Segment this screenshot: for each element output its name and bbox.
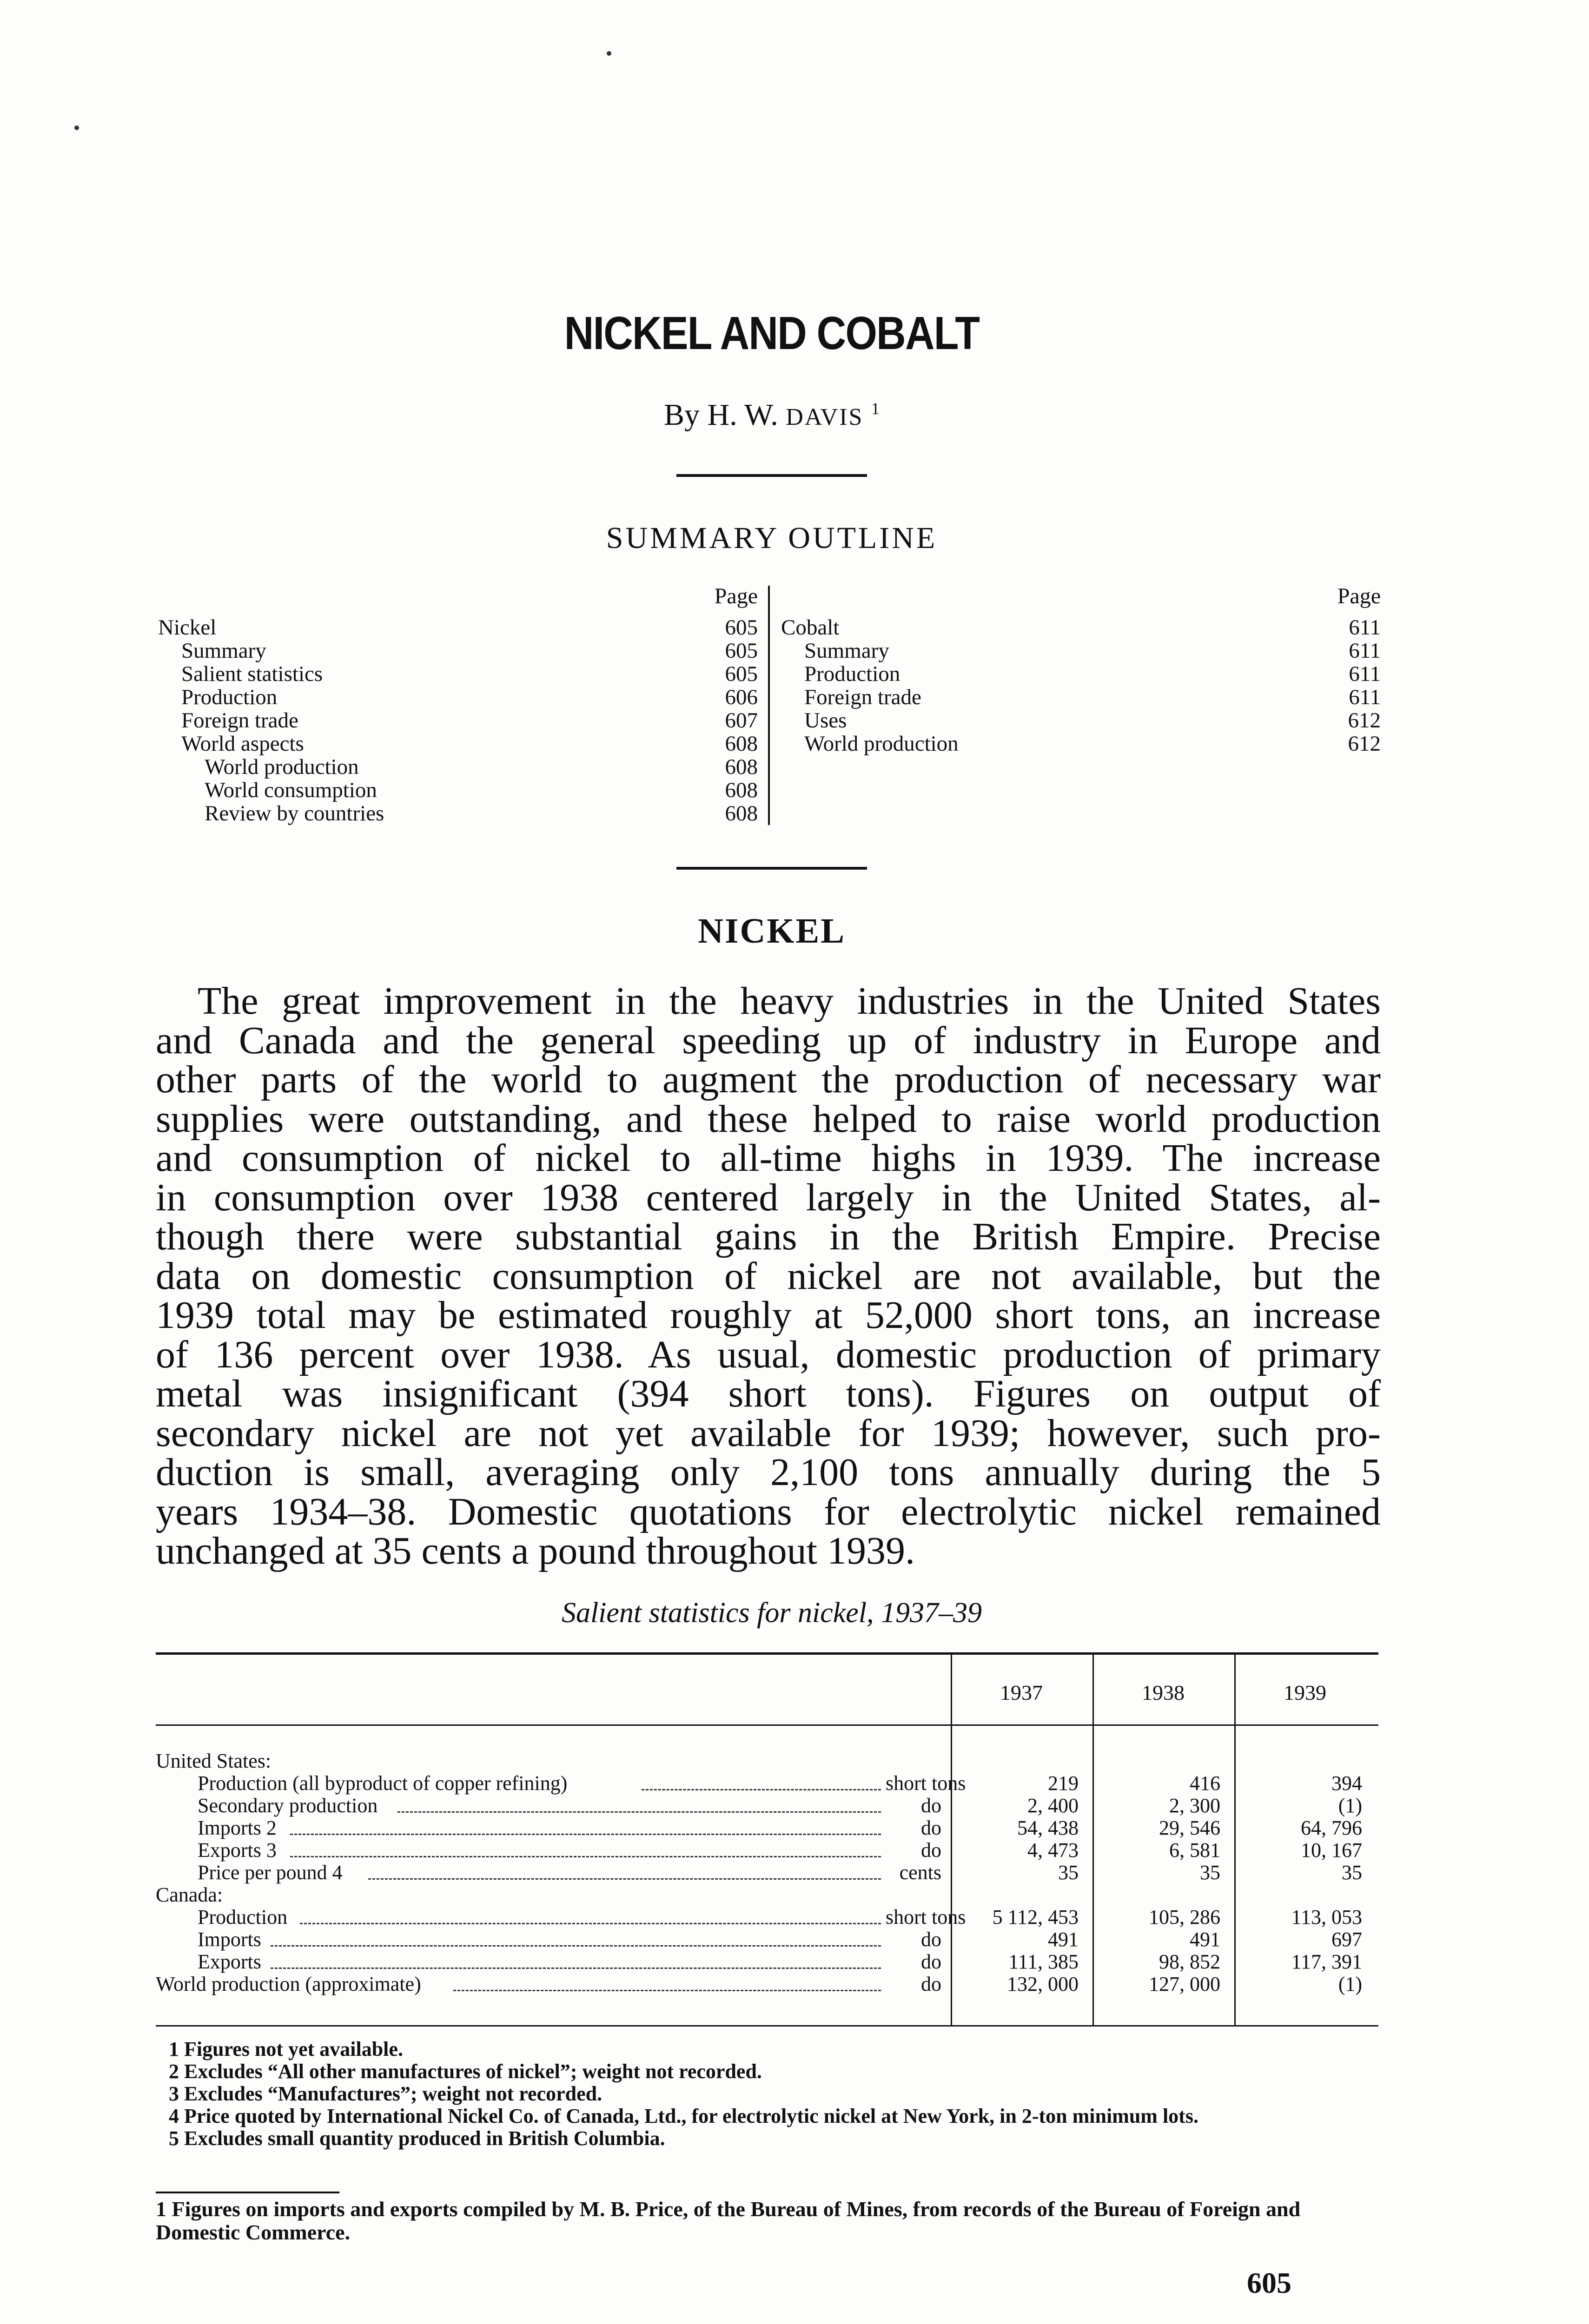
outline-entry (158, 709, 758, 732)
nickel-paragraph (156, 979, 1381, 1572)
dot-leader (271, 1945, 881, 1969)
cell-value-1939: 697 (1331, 1928, 1362, 1951)
outline-entry-label: Production (804, 662, 900, 686)
cell-value-1938: 2, 300 (1169, 1794, 1220, 1817)
dot-leader (290, 1811, 881, 1835)
outline-entry-label: World consumption (205, 778, 377, 802)
row-label: United States: (156, 1750, 271, 1772)
outline-entry (158, 755, 758, 779)
outline-entry-label: World production (205, 755, 359, 779)
outline-entry-page: 608 (725, 732, 758, 756)
paragraph-line: other parts of the world to augment the production of necessary war (156, 1058, 1381, 1101)
row-unit: do (921, 1928, 941, 1951)
paragraph-line: The great improvement in the heavy industries in the United States (198, 979, 1381, 1023)
row-unit: short tons (886, 1772, 966, 1795)
outline-column-divider (768, 586, 770, 825)
outline-page-header: Page (1337, 584, 1381, 608)
outline-entry (158, 686, 758, 709)
paragraph-line: duction is small, averaging only 2,100 tons annually during the 5 (156, 1451, 1381, 1494)
byline-author: DAVIS (786, 404, 864, 430)
outline-entry-label: Summary (804, 639, 889, 663)
cell-value-1939: 394 (1331, 1772, 1362, 1795)
outline-entry-page: 605 (725, 639, 758, 663)
outline-entry (781, 616, 1381, 639)
year-header-1939: 1939 (1284, 1681, 1326, 1704)
table-footnotes (156, 2038, 1378, 2150)
cell-value-1939: (1) (1338, 1794, 1362, 1817)
row-unit: cents (899, 1861, 941, 1884)
row-label: Production (198, 1906, 288, 1928)
paragraph-line: metal was insignificant (394 short tons). Figures on output of (156, 1372, 1381, 1415)
dot-leader (397, 1789, 881, 1813)
row-unit: do (921, 1794, 941, 1817)
table-footnote: 2 Excludes “All other manufactures of nickel”; weight not recorded. (169, 2060, 762, 2083)
outline-entry (158, 639, 758, 662)
cell-value-1937: 5 112, 453 (992, 1906, 1079, 1928)
cell-value-1939: 64, 796 (1301, 1816, 1362, 1839)
table-row (156, 1973, 1378, 1995)
salient-statistics-table (156, 1652, 1378, 2027)
paragraph-line: data on domestic consumption of nickel are not available, but the (156, 1254, 1381, 1298)
row-unit: short tons (886, 1906, 966, 1928)
title-rule (676, 474, 867, 477)
table-footnote: 5 Excludes small quantity produced in British Columbia. (169, 2127, 665, 2150)
row-unit: do (921, 1816, 941, 1839)
outline-entry-page: 611 (1349, 685, 1381, 709)
page-title: NICKEL AND COBALT (564, 307, 980, 359)
outline-cobalt-column (781, 583, 1381, 756)
dot-leader (453, 1967, 881, 1991)
cell-value-1938: 98, 852 (1159, 1950, 1220, 1973)
outline-entry-label: Production (181, 685, 278, 709)
dot-leader (368, 1856, 881, 1880)
row-unit: do (921, 1839, 941, 1862)
paragraph-line: years 1934–38. Domestic quotations for electrolytic nickel remained (156, 1490, 1381, 1533)
cell-value-1939: 35 (1342, 1861, 1362, 1884)
cell-value-1939: (1) (1338, 1973, 1362, 1995)
outline-entry-page: 611 (1349, 639, 1381, 663)
outline-entry (781, 709, 1381, 732)
table-caption: Salient statistics for nickel, 1937–39 (561, 1597, 982, 1629)
outline-entry-label: Uses (804, 708, 847, 733)
outline-entry (158, 732, 758, 755)
outline-page-header: Page (714, 584, 758, 608)
table-footnote: 4 Price quoted by International Nickel Co. of Canada, Ltd., for electrolytic nickel at New York, in 2-ton minimum lots. (169, 2105, 1198, 2127)
paragraph-line: of 136 percent over 1938. As usual, domestic production of primary (156, 1333, 1381, 1376)
row-label: Imports 2 (198, 1816, 277, 1839)
outline-entry-page: 612 (1348, 732, 1381, 756)
dot-leader (642, 1767, 881, 1790)
cell-value-1938: 35 (1200, 1861, 1220, 1884)
outline-entry-page: 605 (725, 662, 758, 686)
row-unit: do (921, 1973, 941, 1995)
cell-value-1937: 35 (1058, 1861, 1079, 1884)
cell-value-1937: 54, 438 (1017, 1816, 1079, 1839)
dot-leader (290, 1834, 881, 1857)
outline-entry (158, 616, 758, 639)
cell-value-1938: 491 (1190, 1928, 1220, 1951)
outline-entry (158, 662, 758, 686)
year-header-1938: 1938 (1142, 1681, 1185, 1704)
cell-value-1939: 113, 053 (1291, 1906, 1362, 1928)
row-label: Imports (198, 1928, 261, 1951)
byline-footnote-mark: 1 (871, 399, 880, 418)
outline-entry-label: Foreign trade (804, 685, 921, 709)
table-row (156, 1862, 1378, 1884)
outline-entry-label: Cobalt (781, 615, 840, 640)
row-label: Exports 3 (198, 1839, 277, 1862)
paragraph-line: secondary nickel are not yet available for 1939; however, such pro- (156, 1411, 1381, 1455)
cell-value-1937: 491 (1048, 1928, 1079, 1951)
paragraph-line: in consumption over 1938 centered largely in the United States, al- (156, 1175, 1381, 1219)
outline-entry (781, 662, 1381, 686)
table-header-rule (156, 1724, 1378, 1726)
page-footnote-text: 1 Figures on imports and exports compiled by M. B. Price, of the Bureau of Mines, from records of the Bureau of Foreign and Domestic Commerce. (156, 2197, 1301, 2244)
paragraph-line: unchanged at 35 cents a pound throughout 1939. (156, 1529, 915, 1572)
cell-value-1937: 111, 385 (1008, 1950, 1079, 1973)
outline-entry-label: World aspects (181, 732, 304, 756)
byline-prefix: By H. W. (664, 398, 778, 432)
dot-leader (271, 1923, 881, 1947)
cell-value-1937: 219 (1048, 1772, 1079, 1795)
cell-value-1937: 2, 400 (1027, 1794, 1079, 1817)
outline-entry (781, 686, 1381, 709)
outline-entry-page: 611 (1349, 662, 1381, 686)
paragraph-line: and consumption of nickel to all-time highs in 1939. The increase (156, 1136, 1381, 1180)
paragraph-line: 1939 total may be estimated roughly at 52,000 short tons, an increase (156, 1294, 1381, 1337)
page-number: 605 (1247, 2266, 1291, 2299)
cell-value-1938: 6, 581 (1169, 1839, 1220, 1862)
outline-entry-page: 607 (725, 708, 758, 733)
table-footnote: 3 Excludes “Manufactures”; weight not recorded. (169, 2082, 602, 2105)
outline-entry-label: Foreign trade (181, 708, 298, 733)
row-label: Exports (198, 1950, 261, 1973)
cell-value-1937: 4, 473 (1027, 1839, 1079, 1862)
cell-value-1938: 416 (1190, 1772, 1220, 1795)
outline-entry (781, 732, 1381, 755)
summary-outline-heading: SUMMARY OUTLINE (606, 521, 938, 555)
outline-entry (781, 639, 1381, 662)
cell-value-1939: 10, 167 (1301, 1839, 1362, 1862)
outline-nickel-column (158, 583, 758, 825)
outline-entry-page: 608 (725, 801, 758, 825)
outline-entry-label: Salient statistics (181, 662, 323, 686)
dot-leader (300, 1901, 881, 1924)
outline-entry (158, 802, 758, 825)
outline-entry-label: World production (804, 732, 959, 756)
cell-value-1938: 29, 546 (1159, 1816, 1220, 1839)
year-header-1937: 1937 (1000, 1681, 1043, 1704)
outline-entry-page: 612 (1348, 708, 1381, 733)
table-bottom-rule (156, 2025, 1378, 2027)
cell-value-1937: 132, 000 (1007, 1973, 1079, 1995)
cell-value-1939: 117, 391 (1291, 1950, 1362, 1973)
row-label: Production (all byproduct of copper refining) (198, 1772, 568, 1795)
outline-entry-label: Review by countries (205, 801, 384, 825)
outline-entry-page: 605 (725, 615, 758, 640)
section-rule (676, 867, 867, 870)
row-label: Canada: (156, 1883, 223, 1906)
paragraph-line: and Canada and the general speeding up of industry in Europe and (156, 1018, 1381, 1062)
outline-entry-label: Summary (181, 639, 266, 663)
byline (0, 397, 1543, 433)
page-footnote (156, 2198, 1378, 2244)
row-label: Secondary production (198, 1794, 378, 1817)
cell-value-1938: 105, 286 (1149, 1906, 1220, 1928)
row-label: Price per pound 4 (198, 1861, 343, 1884)
paragraph-line: though there were substantial gains in the British Empire. Precise (156, 1215, 1381, 1258)
outline-entry-page: 608 (725, 778, 758, 802)
outline-entry-page: 611 (1349, 615, 1381, 640)
table-footnote: 1 Figures not yet available. (169, 2038, 403, 2060)
row-label: World production (approximate) (156, 1973, 421, 1995)
scan-speck (74, 125, 79, 130)
outline-entry-page: 608 (725, 755, 758, 779)
outline-entry (158, 779, 758, 802)
cell-value-1938: 127, 000 (1149, 1973, 1220, 1995)
scan-speck (607, 51, 611, 56)
outline-entry-page: 606 (725, 685, 758, 709)
row-unit: do (921, 1950, 941, 1973)
outline-entry-label: Nickel (158, 615, 217, 640)
paragraph-line: supplies were outstanding, and these helped to raise world production (156, 1097, 1381, 1141)
section-heading-nickel: NICKEL (698, 911, 846, 951)
footnote-rule (156, 2192, 339, 2193)
table-top-rule (156, 1652, 1378, 1655)
